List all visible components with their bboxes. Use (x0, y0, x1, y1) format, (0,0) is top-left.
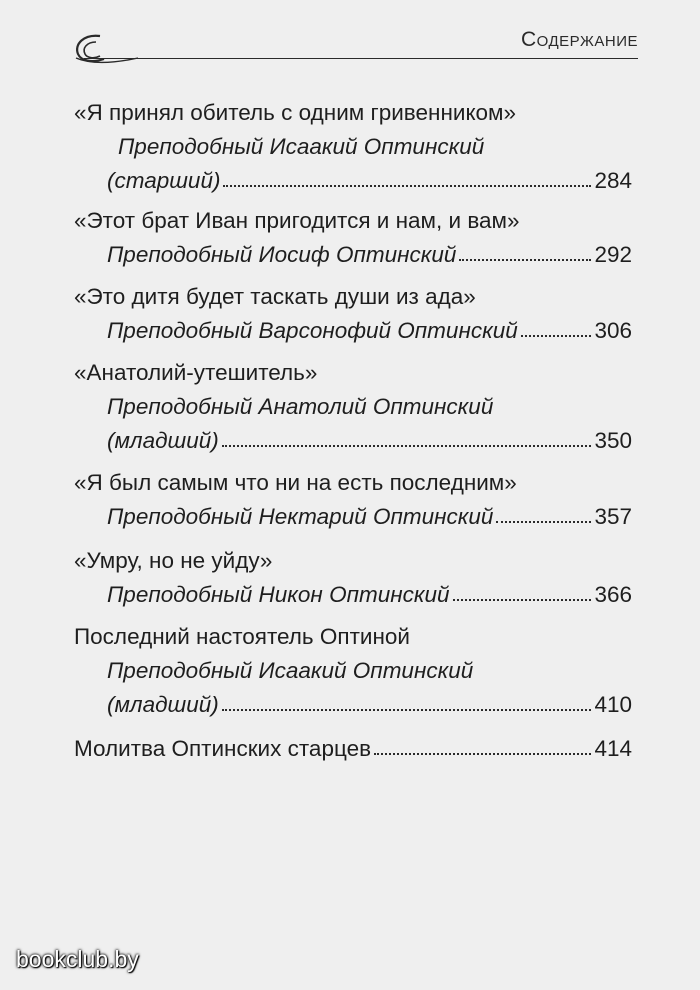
entry-author: Преподобный Анатолий Оптинский (107, 394, 494, 419)
entry-author-line (74, 424, 632, 458)
entry-author-line (74, 688, 632, 722)
leader-dots (222, 703, 592, 711)
entry-author: Преподобный Иосиф Оптинский (107, 242, 457, 267)
entry-author: Преподобный Никон Оптинский (107, 582, 450, 607)
entry-author-line (74, 578, 632, 612)
toc-entry (74, 356, 632, 458)
toc-entry (74, 204, 632, 272)
entry-author-line (74, 314, 632, 348)
leader-dots (453, 593, 592, 601)
entry-title: «Это дитя будет таскать души из ада» (74, 284, 476, 309)
entry-author: Преподобный Варсонофий Оптинский (107, 318, 518, 343)
entry-page: 292 (594, 242, 632, 267)
entry-page: 357 (594, 504, 632, 529)
entry-author: Преподобный Исаакий Оптинский (107, 658, 474, 683)
entry-title: Молитва Оптинских старцев (74, 736, 372, 761)
entry-title: «Я принял обитель с одним гривенником» (74, 100, 517, 125)
entry-title: Последний настоятель Оптиной (74, 624, 410, 649)
leader-dots (459, 253, 591, 261)
entry-author-line (74, 164, 632, 198)
entry-title: «Я был самым что ни на есть последним» (74, 470, 517, 495)
ornament-icon (70, 30, 140, 70)
toc-entry (74, 732, 632, 766)
entry-author-cont: (младший) (107, 692, 219, 717)
entry-title: «Умру, но не уйду» (74, 548, 273, 573)
header-rule (84, 58, 638, 59)
toc-entry (74, 280, 632, 348)
entry-author-cont: (младший) (107, 428, 219, 453)
entry-author-cont: (старший) (107, 168, 221, 193)
entry-title: «Анатолий-утешитель» (74, 360, 318, 385)
entry-page: 366 (594, 582, 632, 607)
entry-page: 414 (594, 736, 632, 761)
entry-page: 306 (594, 318, 632, 343)
toc-entry (74, 620, 632, 722)
entry-page: 350 (594, 428, 632, 453)
watermark: bookclub.by (16, 946, 139, 972)
entry-title-line (74, 732, 632, 766)
leader-dots (223, 179, 591, 187)
entry-author: Преподобный Исаакий Оптинский (118, 134, 485, 159)
running-header: Содержание (521, 28, 638, 51)
entry-author-line (74, 238, 632, 272)
entry-author: Преподобный Нектарий Оптинский (107, 504, 494, 529)
toc-entry (74, 466, 632, 534)
leader-dots (374, 747, 591, 755)
entry-title: «Этот брат Иван пригодится и нам, и вам» (74, 208, 520, 233)
entry-author-line (74, 500, 632, 534)
leader-dots (496, 515, 591, 523)
entry-page: 410 (594, 692, 632, 717)
toc-entry (74, 544, 632, 612)
leader-dots (222, 439, 592, 447)
leader-dots (521, 329, 592, 337)
entry-page: 284 (594, 168, 632, 193)
toc-entry (74, 96, 632, 198)
